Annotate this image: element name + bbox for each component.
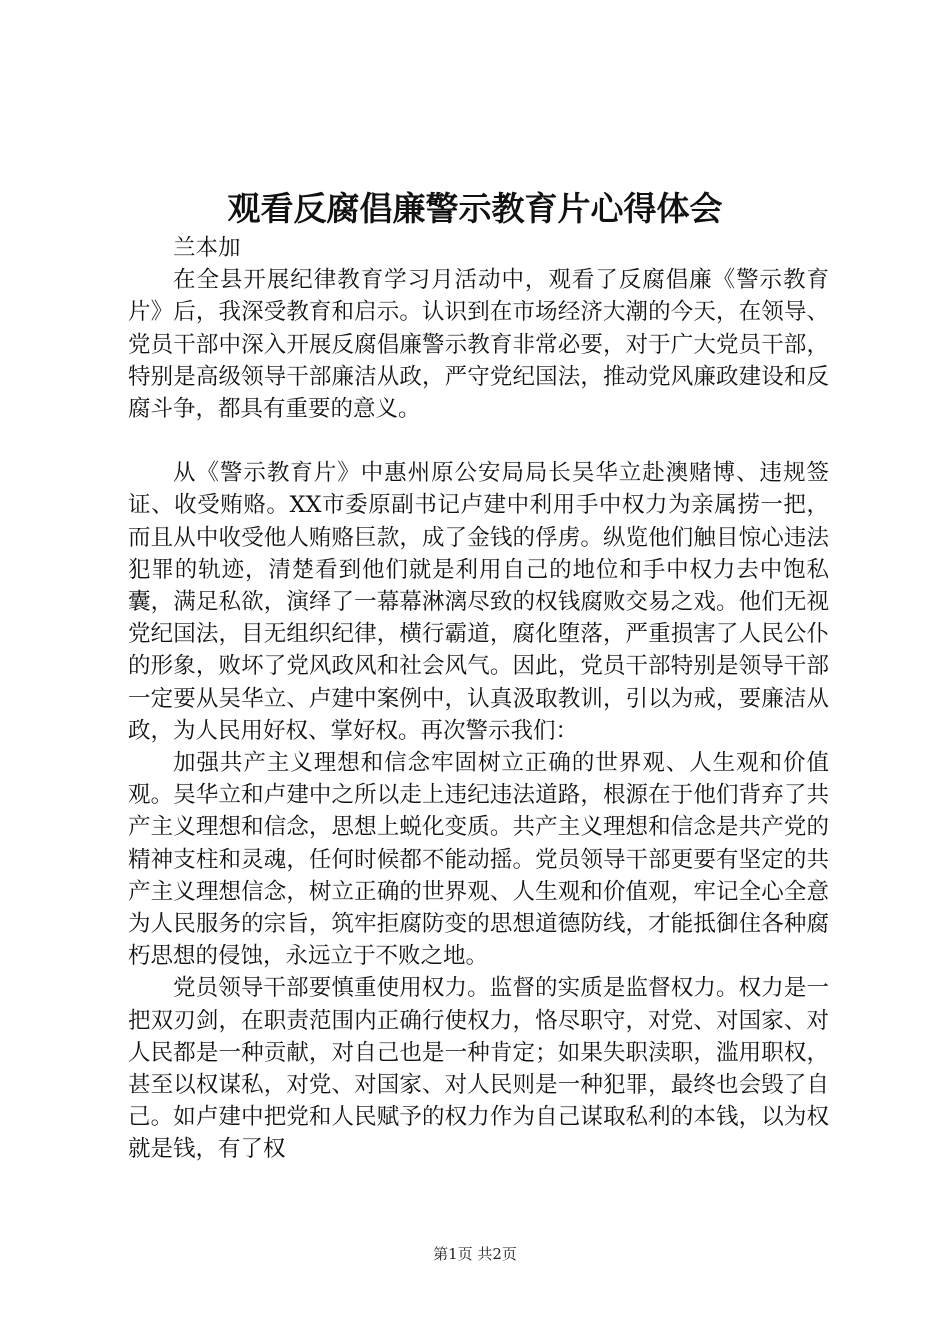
- document-title: 观看反腐倡廉警示教育片心得体会: [227, 189, 723, 228]
- paragraph-intro: 在全县开展纪律教育学习月活动中，观看了反腐倡廉《警示教育片》后，我深受教育和启示。认识到在市场经济大潮的今天，在领导、党员干部中深入开展反腐倡廉警示教育非常必要，对于广大党员干部，特别是高级领导干部廉洁从政，严守党纪国法，推动党风廉政建设和反腐斗争，都具有重要的意义。: [128, 267, 829, 423]
- document-body: [128, 232, 829, 1166]
- paragraph-power: 党员领导干部要慎重使用权力。监督的实质是监督权力。权力是一把双刃剑，在职责范围内正确行使权力，恪尽职守，对党、对国家、对人民都是一种贡献，对自己也是一种肯定；如果失职渎职，滥用职权，甚至以权谋私，对党、对国家、对人民则是一种犯罪，最终也会毁了自己。如卢建中把党和人民赋予的权力作为自己谋取私利的本钱，以为权就是钱，有了权: [128, 975, 829, 1163]
- author-name: 兰本加: [173, 235, 241, 261]
- paragraph-ideals: 加强共产主义理想和信念牢固树立正确的世界观、人生观和价值观。吴华立和卢建中之所以走上违纪违法道路，根源在于他们背弃了共产主义理想和信念，思想上蜕化变质。共产主义理想和信念是共产党的精神支柱和灵魂，任何时候都不能动摇。党员领导干部更要有坚定的共产主义理想信念，树立正确的世界观、人生观和价值观，牢记全心全意为人民服务的宗旨，筑牢拒腐防变的思想道德防线，才能抵御住各种腐朽思想的侵蚀，永远立于不败之地。: [128, 750, 829, 970]
- page-footer: 第1页 共2页: [433, 1245, 517, 1263]
- paragraph-gap: [128, 425, 829, 457]
- paragraph-cases: 从《警示教育片》中惠州原公安局局长吴华立赴澳赌博、违规签证、收受贿赂。XX市委原副书记卢建中利用手中权力为亲属捞一把，而且从中收受他人贿赂巨款，成了金钱的俘虏。纵览他们触目惊心违法犯罪的轨迹，清楚看到他们就是利用自己的地位和手中权力去中饱私囊，满足私欲，演绎了一幕幕淋漓尽致的权钱腐败交易之戏。他们无视党纪国法，目无组织纪律，横行霸道，腐化堕落，严重损害了人民公仆的形象，败坏了党风政风和社会风气。因此，党员干部特别是领导干部一定要从吴华立、卢建中案例中，认真汲取教训，引以为戒，要廉洁从政，为人民用好权、掌好权。再次警示我们：: [128, 460, 829, 744]
